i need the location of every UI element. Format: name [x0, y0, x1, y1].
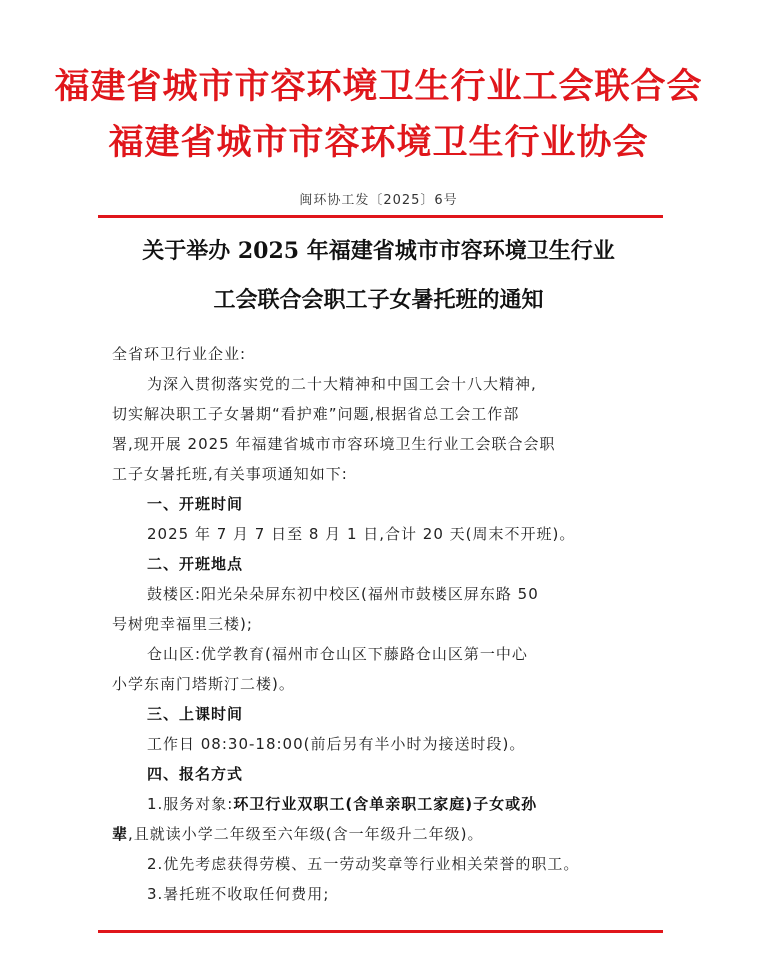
header-divider [98, 215, 663, 218]
section-heading-location: 二、开班地点 [147, 555, 244, 573]
intro-line: 署,现开展 2025 年福建省城市市容环境卫生行业工会联合会职 [112, 435, 556, 453]
notice-title-line1: 关于举办 2025 年福建省城市市容环境卫生行业 [142, 238, 615, 264]
salutation: 全省环卫行业企业: [112, 345, 247, 363]
location-gulou-line: 鼓楼区:阳光朵朵屏东初中校区(福州市鼓楼区屏东路 50 [147, 585, 539, 603]
section-heading-class-time: 三、上课时间 [147, 705, 244, 723]
location-cangshan-line: 小学东南门塔斯汀二楼)。 [112, 675, 295, 693]
section-heading-start-time: 一、开班时间 [147, 495, 244, 513]
class-time-text: 工作日 08:30-18:00(前后另有半小时为接送时段)。 [147, 735, 526, 753]
registration-item-1-cont [112, 823, 484, 845]
registration-item-3: 3.暑托班不收取任何费用; [147, 885, 330, 903]
notice-title-line2: 工会联合会职工子女暑托班的通知 [213, 287, 544, 313]
intro-line: 工子女暑托班,有关事项通知如下: [112, 465, 348, 483]
location-cangshan-line: 仓山区:优学教育(福州市仓山区下藤路仓山区第一中心 [147, 645, 528, 663]
registration-item-1 [147, 793, 537, 815]
item-1-prefix: 1.服务对象: [147, 795, 234, 813]
intro-line: 切实解决职工子女暑期“看护难”问题,根据省总工会工作部 [112, 405, 520, 423]
item-1-grade-range: ,且就读小学二年级至六年级(含一年级升二年级)。 [128, 825, 484, 843]
item-1-eligibility-emphasis-end: 辈 [112, 825, 129, 843]
footer-divider [98, 930, 663, 933]
registration-item-2: 2.优先考虑获得劳模、五一劳动奖章等行业相关荣誉的职工。 [147, 855, 580, 873]
section-heading-registration: 四、报名方式 [147, 765, 244, 783]
start-time-text: 2025 年 7 月 7 日至 8 月 1 日,合计 20 天(周末不开班)。 [147, 525, 576, 543]
document-number: 闽环协工发〔2025〕6号 [299, 193, 458, 208]
intro-line: 为深入贯彻落实党的二十大精神和中国工会十八大精神, [147, 375, 537, 393]
location-gulou-line: 号树兜幸福里三楼); [112, 615, 253, 633]
issuing-org-union: 福建省城市市容环境卫生行业工会联合会 [54, 66, 703, 107]
issuing-org-association: 福建省城市市容环境卫生行业协会 [108, 122, 649, 163]
item-1-eligibility-emphasis: 环卫行业双职工(含单亲职工家庭)子女或孙 [233, 795, 538, 813]
